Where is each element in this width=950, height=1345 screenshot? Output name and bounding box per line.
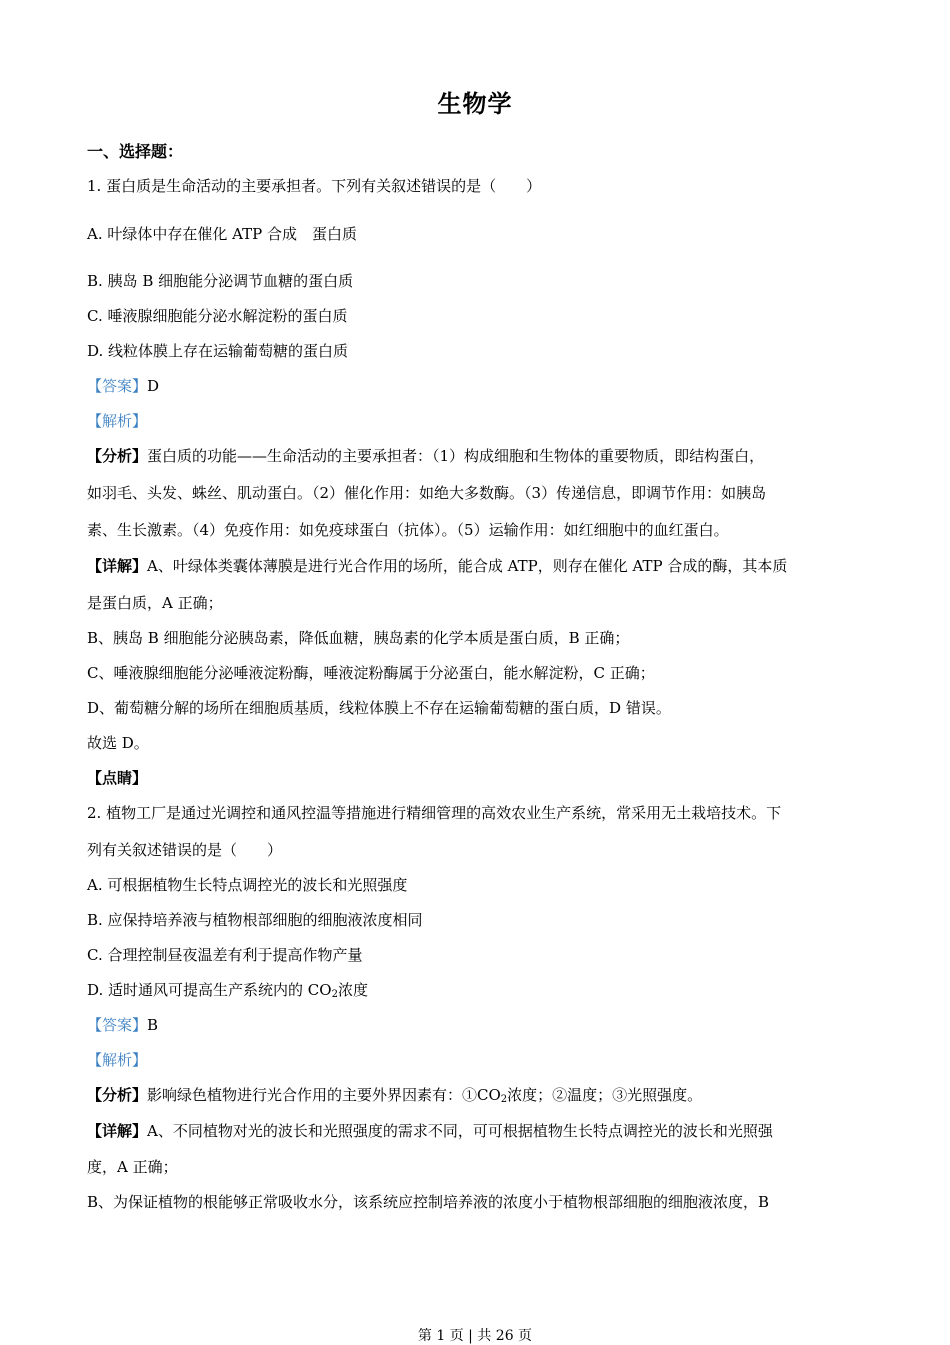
subscript: 2 <box>500 1094 508 1105</box>
q1-analysis-label: 【解析】 <box>87 412 148 430</box>
answer-value: D <box>147 377 160 395</box>
q2-option-d <box>87 980 867 1005</box>
q2-stem-line-1: 2. 植物工厂是通过光调控和通风控温等措施进行精细管理的高效农业生产系统，常采用无土栽培技术。下 <box>87 804 782 822</box>
q1-option-d: D. 线粒体膜上存在运输葡萄糖的蛋白质 <box>87 342 349 360</box>
fenxi-label: 【分析】 <box>87 447 148 465</box>
q1-xiangjie-line-4: C、唾液腺细胞能分泌唾液淀粉酶，唾液淀粉酶属于分泌蛋白，能水解淀粉，C 正确； <box>87 664 655 682</box>
q1-fenxi-line-2: 如羽毛、头发、蛛丝、肌动蛋白。（2）催化作用：如绝大多数酶。（3）传递信息，即调节作用：如胰岛 <box>87 484 767 502</box>
fenxi-suffix: 浓度；②温度；③光照强度。 <box>507 1086 703 1104</box>
q2-option-a: A. 可根据植物生长特点调控光的波长和光照强度 <box>87 876 408 894</box>
q1-stem: 1. 蛋白质是生命活动的主要承担者。下列有关叙述错误的是（ ） <box>87 177 542 195</box>
q1-option-b: B. 胰岛 B 细胞能分泌调节血糖的蛋白质 <box>87 272 354 290</box>
fenxi-label: 【分析】 <box>87 1086 148 1104</box>
section-heading: 一、选择题： <box>87 142 184 161</box>
q2-xiangjie-line-2: 度，A 正确； <box>87 1158 178 1176</box>
q2-stem-line-2: 列有关叙述错误的是（ ） <box>87 841 283 859</box>
q1-dianjing-label: 【点睛】 <box>87 769 148 787</box>
xiangjie-text: A、叶绿体类囊体薄膜是进行光合作用的场所，能合成 ATP，则存在催化 ATP 合成的酶，其本质 <box>147 557 788 575</box>
q1-xiangjie-line-1 <box>87 556 867 576</box>
q1-answer <box>87 376 867 396</box>
answer-value: B <box>147 1016 159 1034</box>
q1-xiangjie-line-6: 故选 D。 <box>87 734 149 752</box>
q2-answer <box>87 1015 867 1035</box>
page-footer: 第 1 页 | 共 26 页 <box>417 1328 533 1344</box>
fenxi-text: 影响绿色植物进行光合作用的主要外界因素有：①CO <box>147 1086 501 1104</box>
option-d-suffix: 浓度 <box>337 981 368 999</box>
xiangjie-label: 【详解】 <box>87 557 148 575</box>
q2-xiangjie-line-1 <box>87 1121 867 1141</box>
xiangjie-label: 【详解】 <box>87 1122 148 1140</box>
q1-xiangjie-line-3: B、胰岛 B 细胞能分泌胰岛素，降低血糖，胰岛素的化学本质是蛋白质，B 正确； <box>87 629 630 647</box>
answer-label: 【答案】 <box>87 1016 148 1034</box>
q2-fenxi <box>87 1085 867 1110</box>
q2-option-b: B. 应保持培养液与植物根部细胞的细胞液浓度相同 <box>87 911 423 929</box>
q2-option-c: C. 合理控制昼夜温差有利于提高作物产量 <box>87 946 363 964</box>
q1-fenxi-line-1 <box>87 446 867 466</box>
page-title: 生物学 <box>437 89 513 118</box>
subscript: 2 <box>331 989 338 1000</box>
q2-xiangjie-line-3: B、为保证植物的根能够正常吸收水分，该系统应控制培养液的浓度小于植物根部细胞的细胞液浓度，B <box>87 1193 770 1211</box>
q2-analysis-label: 【解析】 <box>87 1051 148 1069</box>
q1-option-a: A. 叶绿体中存在催化 ATP 合成 蛋白质 <box>87 225 358 243</box>
fenxi-text: 蛋白质的功能——生命活动的主要承担者：（1）构成细胞和生物体的重要物质，即结构蛋白， <box>147 447 765 465</box>
q1-fenxi-line-3: 素、生长激素。（4）免疫作用：如免疫球蛋白（抗体）。（5）运输作用：如红细胞中的血红蛋白。 <box>87 521 729 539</box>
option-d-text: D. 适时通风可提高生产系统内的 CO <box>87 981 332 999</box>
xiangjie-text: A、不同植物对光的波长和光照强度的需求不同，可可根据植物生长特点调控光的波长和光照强 <box>147 1122 773 1140</box>
q1-xiangjie-line-5: D、葡萄糖分解的场所在细胞质基质，线粒体膜上不存在运输葡萄糖的蛋白质，D 错误。 <box>87 699 671 717</box>
q1-option-c: C. 唾液腺细胞能分泌水解淀粉的蛋白质 <box>87 307 348 325</box>
q1-xiangjie-line-2: 是蛋白质，A 正确； <box>87 594 223 612</box>
answer-label: 【答案】 <box>87 377 148 395</box>
